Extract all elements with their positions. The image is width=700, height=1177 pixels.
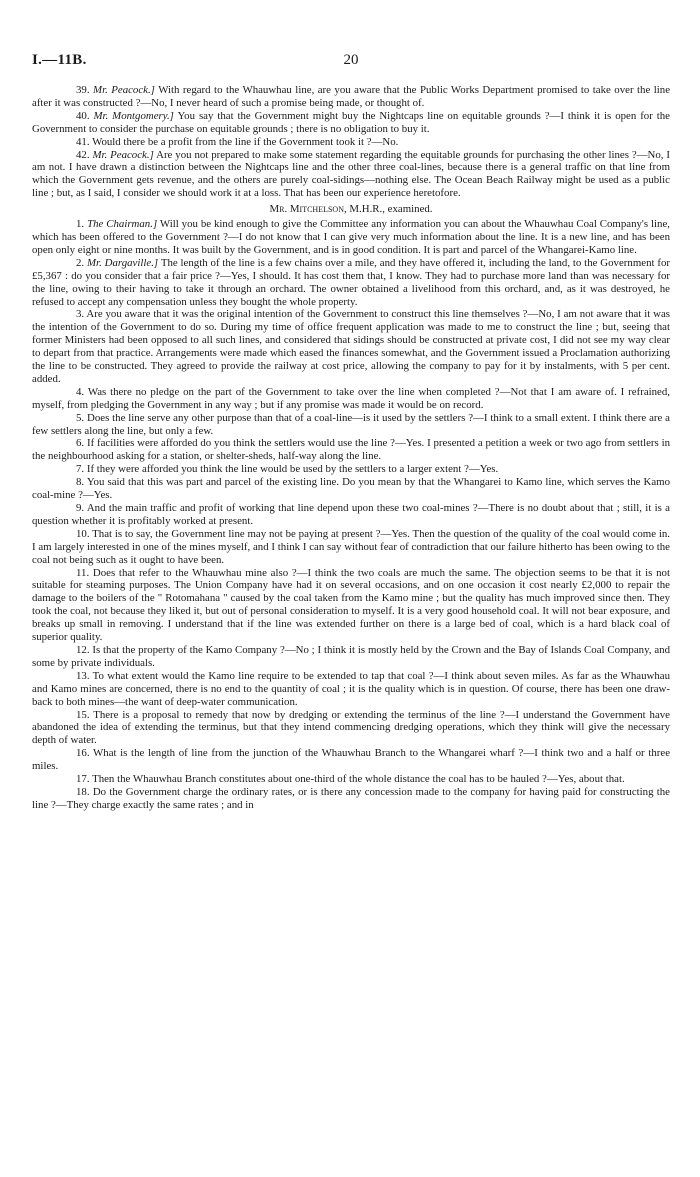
question-answer-text: What is the length of line from the junction of the Whauwhau Branch to the Whangarei wharf ?—I think two and a half or three miles. [32, 747, 671, 773]
question-number: 1. [76, 218, 85, 231]
question-number: 8. [76, 476, 85, 489]
speaker-name: Mr. Dargaville.] [87, 256, 159, 269]
question-paragraph [32, 218, 670, 257]
question-paragraph [32, 257, 670, 309]
question-answer-text: Are you aware that it was the original intention of the Government to construct this line themselves ?—No, I am not aware that it was the intention of the Government to do so. During my time of office frequent application was made to me to construct the line ; but, seeing that former Ministers had been opposed to all such lines, and considered that sidings should be constructed at private cost, I did not see my way clear to depart from that practice. Arrangements were made which eased the finances somewhat, and the Government issued a Proclamation authorizing the line to be constructed. They agreed to provide the railway at cost price, allowing the company to pay for it by instalments, with 5 per cent. added. [32, 308, 670, 385]
question-paragraph [32, 136, 670, 149]
document-body [32, 84, 670, 812]
question-paragraph [32, 709, 670, 748]
speaker-name: Mr. Montgomery.] [93, 109, 174, 122]
question-number: 13. [76, 669, 90, 682]
question-paragraph [32, 84, 670, 110]
question-number: 11. [76, 566, 90, 579]
question-paragraph [32, 747, 670, 773]
question-number: 12. [76, 643, 90, 656]
question-paragraph [32, 110, 670, 136]
question-paragraph [32, 463, 670, 476]
question-answer-text: To what extent would the Kamo line require to be extended to tap that coal ?—I think about seven miles. As far as the Whauwhau and Kamo mines are concerned, there is no end to the quantity of coal ; it is the quality which is in question. Of course, there has been one draw-back to both mines—the want of deep-water communication. [32, 669, 670, 708]
question-number: 7. [76, 463, 85, 476]
speaker-name: Mr. Peacock.] [93, 84, 155, 96]
question-paragraph [32, 670, 670, 709]
question-number: 15. [76, 708, 90, 721]
witness-name: Mr. Mitchelson [269, 203, 344, 216]
question-number: 41. [76, 135, 90, 148]
question-answer-text: Does that refer to the Whauwhau mine also ?—I think the two coals are much the same. The objection seems to be that it is not suitable for steaming purposes. The Union Company have had it on several occasions, and on one occasion it cost nearly £2,000 to repair the damage to the boilers of the " Rotomahana " caused by the coal taken from the Kamo mine ; but the quality has much improved since then. They took the coal, not because they liked it, but out of personal consideration to myself. It is a very good household coal. It will not bear exposure, and breaks up small in removing. I understand that if the line was extended further on there is a large bed of coal, which is a hard black coal of superior quality. [32, 566, 670, 644]
question-answer-text: And the main traffic and profit of working that line depend upon these two coal-mines ?—There is no doubt about that ; still, it is a question whether it is profitably worked at present. [32, 502, 670, 527]
question-number: 39. [76, 84, 90, 96]
question-paragraph [32, 786, 670, 812]
question-paragraph [32, 308, 670, 385]
page-number: 20 [343, 52, 359, 68]
testimony-block-1 [32, 84, 670, 200]
question-answer-text: There is a proposal to remedy that now by dredging or extending the terminus of the line ?—I understand the Government have abandoned the idea of extending the terminus, but that they intend commencing dredging operations, which they think will give the necessary depth of water. [32, 708, 670, 747]
document-reference: I.—11B. [32, 52, 87, 68]
question-answer-text: You say that the Government might buy the Nightcaps line on equitable grounds ?—I think it is open for the Government to consider the purchase on equitable grounds ; there is no obligation to buy it. [32, 109, 670, 135]
speaker-name: The Chairman.] [87, 218, 158, 231]
question-answer-text: With regard to the Whauwhau line, are you aware that the Public Works Department promised to take over the line after it was constructed ?—No, I never heard of such a promise being made, or thought of. [32, 84, 671, 109]
question-paragraph [32, 149, 670, 201]
question-answer-text: Do the Government charge the ordinary rates, or is there any concession made to the company for having paid for constructing the line ?—They charge exactly the same rates ; and in [32, 785, 670, 811]
question-answer-text: If they were afforded you think the line would be used by the settlers to a larger extent ?—Yes. [86, 463, 499, 476]
question-number: 42. [76, 148, 90, 161]
question-number: 18. [76, 785, 90, 798]
section-heading [32, 203, 670, 216]
question-number: 2. [76, 256, 85, 269]
question-answer-text: Then the Whauwhau Branch constitutes about one-third of the whole distance the coal has to be hauled ?—Yes, about that. [92, 773, 625, 786]
question-answer-text: Does the line serve any other purpose than that of a coal-line—is it used by the settlers ?—I think to a small extent. I think there are a few settlers along the line, but only a few. [32, 411, 670, 437]
question-number: 17. [76, 773, 90, 786]
question-number: 4. [76, 385, 85, 398]
question-number: 9. [76, 502, 85, 514]
question-number: 3. [76, 308, 85, 321]
witness-suffix: , M.H.R., examined. [343, 203, 433, 216]
question-paragraph [32, 437, 670, 463]
testimony-block-2 [32, 218, 670, 812]
question-paragraph [32, 386, 670, 412]
question-paragraph [32, 528, 670, 567]
page-header [32, 52, 670, 74]
speaker-name: Mr. Peacock.] [92, 148, 154, 161]
question-paragraph [32, 502, 670, 528]
question-answer-text: Will you be kind enough to give the Committee any information you can about the Whauwhau Coal Company's line, which has been offered to the Government ?—I do not know that I can give very much information about the line. It is a new line, and has been open only eight or nine months. It was built by the Government, and is in good condition. It is part and parcel of the Whangarei-Kamo line. [32, 218, 671, 256]
question-answer-text: Is that the property of the Kamo Company ?—No ; I think it is mostly held by the Crown and the Bay of Islands Coal Company, and some by private individuals. [32, 643, 670, 669]
question-number: 10. [76, 527, 90, 540]
question-paragraph [32, 644, 670, 670]
question-answer-text: Would there be a profit from the line if the Government took it ?—No. [92, 135, 399, 148]
question-paragraph [32, 567, 670, 644]
question-paragraph [32, 412, 670, 438]
question-answer-text: Are you not prepared to make some statement regarding the equitable grounds for purchasing the other lines ?—No, I am not. I have drawn a distinction between the Nightcaps line and the other three coal-lines, because there is a general traffic on that line from which the Government gets revenue, and the others are purely coal-sidings—nothing else. The Ocean Beach Railway might be used as a public line ; but, as I said, I consider we should work it at a loss. That has been our experience heretofore. [32, 148, 670, 200]
question-answer-text: If facilities were afforded do you think the settlers would use the line ?—Yes. I presented a petition a week or two ago from settlers in the neighbourhood asking for a station, or shelter-sheds, half-way along the line. [32, 437, 671, 463]
question-number: 40. [76, 109, 90, 122]
question-paragraph [32, 476, 670, 502]
question-answer-text: The length of the line is a few chains over a mile, and they have offered it, including the land, to the Government for £5,367 : do you consider that a fair price ?—Yes, I should. It has cost them that, I know. They had to purchase more land than was necessary for the line, owing to their having to take it through an orchard. The owner obtained a livelihood from this orchard, and, as it was destroyed, he refused to accept any compensation unless they bought the whole property. [32, 256, 671, 308]
question-number: 6. [76, 437, 85, 450]
question-answer-text: You said that this was part and parcel of the existing line. Do you mean by that the Whangarei to Kamo line, which serves the Kamo coal-mine ?—Yes. [32, 476, 670, 502]
question-paragraph [32, 773, 670, 786]
question-number: 16. [76, 747, 90, 760]
question-number: 5. [76, 411, 85, 424]
question-answer-text: That is to say, the Government line may not be paying at present ?—Yes. Then the question of the quality of the coal would come in. I am largely interested in one of the mines myself, and I think I can say without fear of contradiction that our failure hitherto has been owing to the coal not being such as it ought to have been. [32, 527, 670, 566]
question-answer-text: Was there no pledge on the part of the Government to take over the line when completed ?—Not that I am aware of. I refrained, myself, from pledging the Government in any way ; but if any promise was made it would be on record. [32, 385, 671, 411]
